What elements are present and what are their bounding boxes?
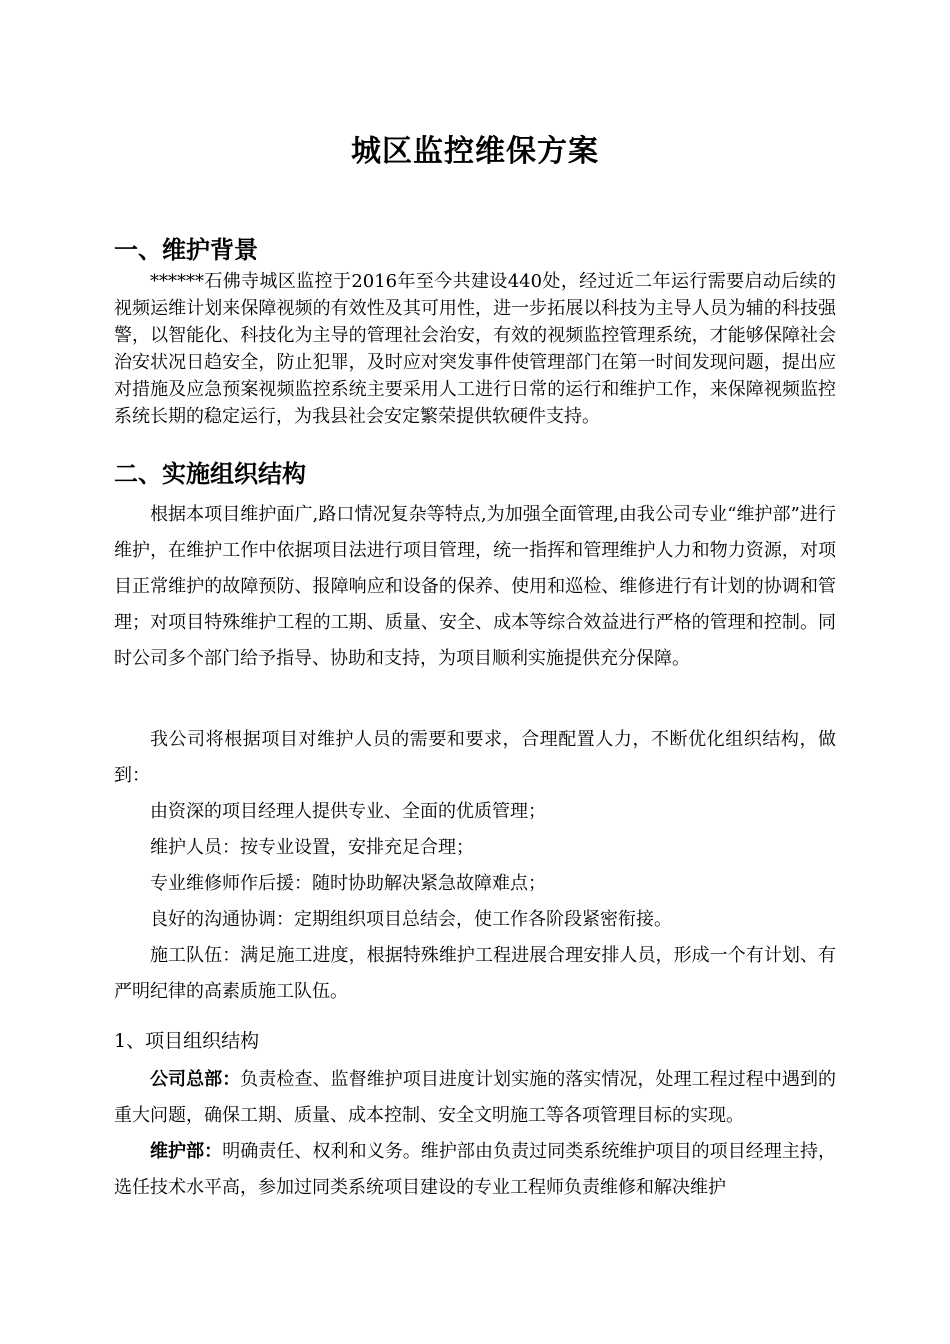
- list-item: 由资深的项目经理人提供专业、全面的优质管理；: [150, 801, 546, 822]
- hq-text: 负责检查、监督维护项目进度计划实施的落实情况，处理工程过程中遇到的重大问题，确保工期、质量、成本控制、安全文明施工等各项管理目标的实现。: [114, 1069, 837, 1126]
- list-item: 维护人员：按专业设置，安排充足合理；: [150, 837, 474, 858]
- maintenance-dept-paragraph: [114, 1134, 836, 1206]
- list-item: 专业维修师作后援：随时协助解决紧急故障难点；: [150, 873, 546, 894]
- maintenance-dept-text: 明确责任、权利和义务。维护部由负责过同类系统维护项目的项目经理主持，选任技术水平高，参加过同类系统项目建设的专业工程师负责维修和解决维护: [114, 1141, 836, 1198]
- organization-paragraph-2: 我公司将根据项目对维护人员的需要和要求，合理配置人力，不断优化组织结构，做到：: [114, 729, 836, 786]
- hq-label: 公司总部：: [150, 1069, 241, 1090]
- subsection-heading-project-structure: 1、项目组织结构: [114, 1030, 260, 1052]
- section-heading-organization: 二、实施组织结构: [114, 459, 306, 488]
- list-item: 良好的沟通协调：定期组织项目总结会，使工作各阶段紧密衔接。: [150, 909, 672, 930]
- organization-paragraph-1: 根据本项目维护面广,路口情况复杂等特点,为加强全面管理,由我公司专业“维护部”进行维护，在维护工作中依据项目法进行项目管理，统一指挥和管理维护人力和物力资源，对项目正常维护的故障预防、报障响应和设备的保养、使用和巡检、维修进行有计划的协调和管理；对项目特殊维护工程的工期、质量、安全、成本等综合效益进行严格的管理和控制。同时公司多个部门给予指导、协助和支持，为项目顺利实施提供充分保障。: [114, 504, 836, 669]
- section-heading-background: 一、维护背景: [114, 235, 258, 264]
- maintenance-dept-label: 维护部：: [150, 1141, 223, 1162]
- hq-paragraph: [114, 1062, 836, 1134]
- construction-team-paragraph: 施工队伍：满足施工进度，根据特殊维护工程进展合理安排人员，形成一个有计划、有严明纪律的高素质施工队伍。: [114, 945, 836, 1002]
- document-title: 城区监控维保方案: [351, 134, 599, 169]
- background-paragraph: ******石佛寺城区监控于2016年至今共建设440处，经过近二年运行需要启动后续的视频运维计划来保障视频的有效性及其可用性，进一步拓展以科技为主导人员为辅的科技强警，以智能化、科技化为主导的管理社会治安，有效的视频监控管理系统，才能够保障社会治安状况日趋安全，防止犯罪，及时应对突发事件使管理部门在第一时间发现问题，提出应对措施及应急预案视频监控系统主要采用人工进行日常的运行和维护工作，来保障视频监控系统长期的稳定运行，为我县社会安定繁荣提供软硬件支持。: [114, 271, 836, 427]
